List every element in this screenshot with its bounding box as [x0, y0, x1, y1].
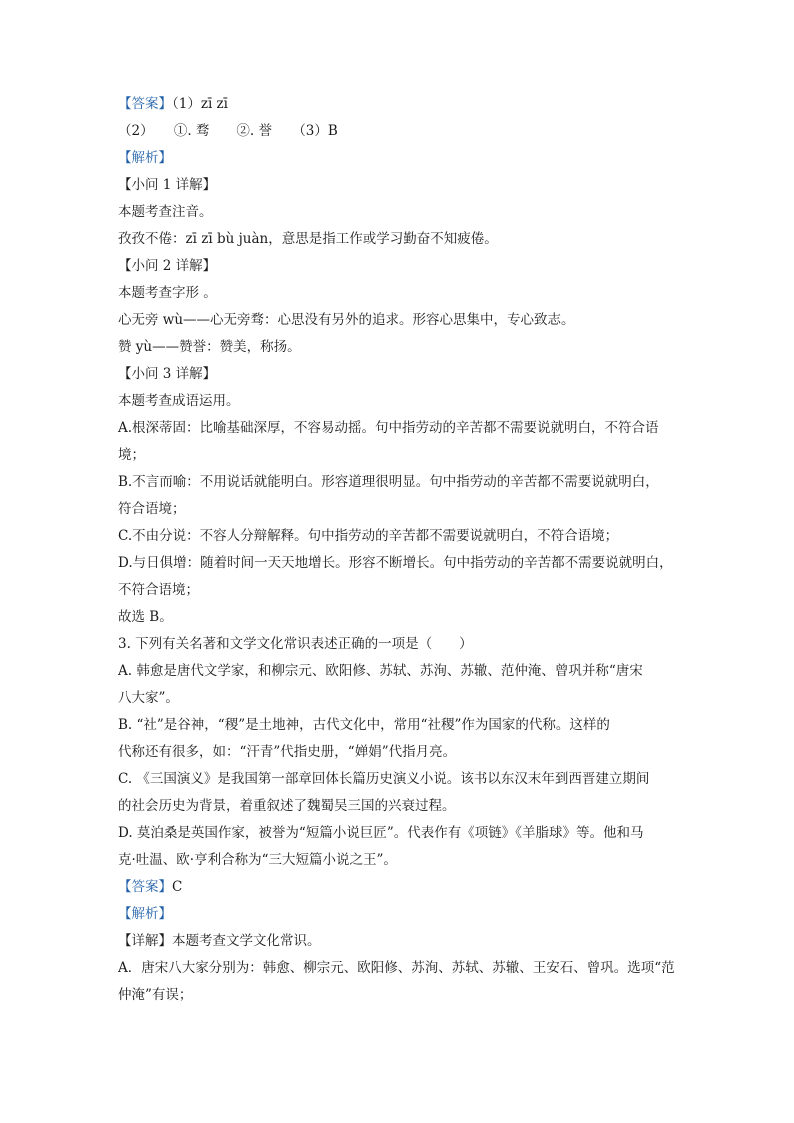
- line-text: 心无旁 wù——心无旁骛：心思没有另外的追求。形容心思集中，专心致志。: [118, 312, 575, 328]
- line-text: 故选 B。: [118, 609, 173, 625]
- line-text: A. 韩愈是唐代文学家，和柳宗元、欧阳修、苏轼、苏洵、苏辙、范仲淹、曾巩并称“唐宋: [118, 663, 643, 679]
- section-tag: 【答案】: [118, 879, 172, 895]
- line-text: 【小问 1 详解】: [118, 177, 217, 193]
- text-line: [118, 847, 688, 874]
- text-line: [118, 442, 688, 469]
- line-text: 3. 下列有关名著和文学文化常识表述正确的一项是（ ）: [118, 636, 473, 652]
- line-text: C. 《三国演义》是我国第一部章回体长篇历史演义小说。该书以东汉末年到西晋建立期间: [118, 771, 650, 787]
- line-text: D.与日俱增：随着时间一天天地增长。形容不断增长。句中指劳动的辛苦都不需要说就明白，: [118, 555, 673, 571]
- text-line: [118, 388, 688, 415]
- line-text: 【小问 3 详解】: [118, 366, 217, 382]
- text-line: [118, 280, 688, 307]
- line-text: 克·吐温、欧·亨利合称为“三大短篇小说之王”。: [118, 852, 397, 868]
- line-text: 不符合语境；: [118, 582, 199, 598]
- line-text: （1）zī zī: [172, 96, 228, 112]
- line-text: A．唐宋八大家分别为：韩愈、柳宗元、欧阳修、苏洵、苏轼、苏辙、王安石、曾巩。选项“范: [118, 960, 675, 976]
- text-line: [118, 145, 688, 172]
- line-text: A.根深蒂固：比喻基础深厚，不容易动摇。句中指劳动的辛苦都不需要说就明白，不符合语: [118, 420, 659, 436]
- text-line: [118, 901, 688, 928]
- text-line: [118, 118, 688, 145]
- text-line: [118, 199, 688, 226]
- text-line: [118, 496, 688, 523]
- line-text: 境；: [118, 447, 145, 463]
- text-line: [118, 766, 688, 793]
- document-page: [118, 91, 688, 1009]
- line-text: 符合语境；: [118, 501, 186, 517]
- line-text: C: [172, 879, 183, 895]
- text-line: [118, 739, 688, 766]
- text-line: [118, 955, 688, 982]
- text-line: [118, 928, 688, 955]
- line-text: 本题考查字形 。: [118, 285, 217, 301]
- text-line: [118, 577, 688, 604]
- text-line: [118, 712, 688, 739]
- text-line: [118, 307, 688, 334]
- text-line: [118, 415, 688, 442]
- text-line: [118, 793, 688, 820]
- section-tag: 【答案】: [118, 96, 172, 112]
- text-line: [118, 604, 688, 631]
- line-text: B. “社”是谷神，“稷”是土地神，古代文化中，常用“社稷”作为国家的代称。这样的: [118, 717, 610, 733]
- line-text: B.不言而喻：不用说话就能明白。形容道理很明显。句中指劳动的辛苦都不需要说就明白，: [118, 474, 659, 490]
- line-text: D. 莫泊桑是英国作家，被誉为“短篇小说巨匠”。代表作有《项链》《羊脂球》等。他和马: [118, 825, 644, 841]
- text-line: [118, 172, 688, 199]
- text-line: [118, 550, 688, 577]
- text-line: [118, 226, 688, 253]
- line-text: （2） ①. 骛 ②. 誉 （3）B: [118, 123, 338, 139]
- text-line: [118, 91, 688, 118]
- line-text: 代称还有很多，如：“汗青”代指史册，“婵娟”代指月亮。: [118, 744, 457, 760]
- text-line: [118, 820, 688, 847]
- line-text: 的社会历史为背景，着重叙述了魏蜀吴三国的兴衰过程。: [118, 798, 456, 814]
- line-text: 仲淹”有误；: [118, 987, 193, 1003]
- text-line: [118, 334, 688, 361]
- text-line: [118, 631, 688, 658]
- text-line: [118, 685, 688, 712]
- line-text: 【详解】本题考查文学文化常识。: [118, 933, 321, 949]
- line-text: 孜孜不倦：zī zī bù juàn，意思是指工作或学习勤奋不知疲倦。: [118, 231, 498, 247]
- text-line: [118, 982, 688, 1009]
- text-line: [118, 658, 688, 685]
- line-text: 本题考查成语运用。: [118, 393, 240, 409]
- text-line: [118, 523, 688, 550]
- section-tag: 【解析】: [118, 906, 172, 922]
- line-text: 八大家”。: [118, 690, 179, 706]
- line-text: 赞 yù——赞誉：赞美，称扬。: [118, 339, 301, 355]
- text-line: [118, 874, 688, 901]
- text-line: [118, 469, 688, 496]
- text-line: [118, 361, 688, 388]
- line-text: 本题考查注音。: [118, 204, 213, 220]
- line-text: 【小问 2 详解】: [118, 258, 217, 274]
- section-tag: 【解析】: [118, 150, 172, 166]
- text-line: [118, 253, 688, 280]
- line-text: C.不由分说：不容人分辩解释。句中指劳动的辛苦都不需要说就明白，不符合语境；: [118, 528, 619, 544]
